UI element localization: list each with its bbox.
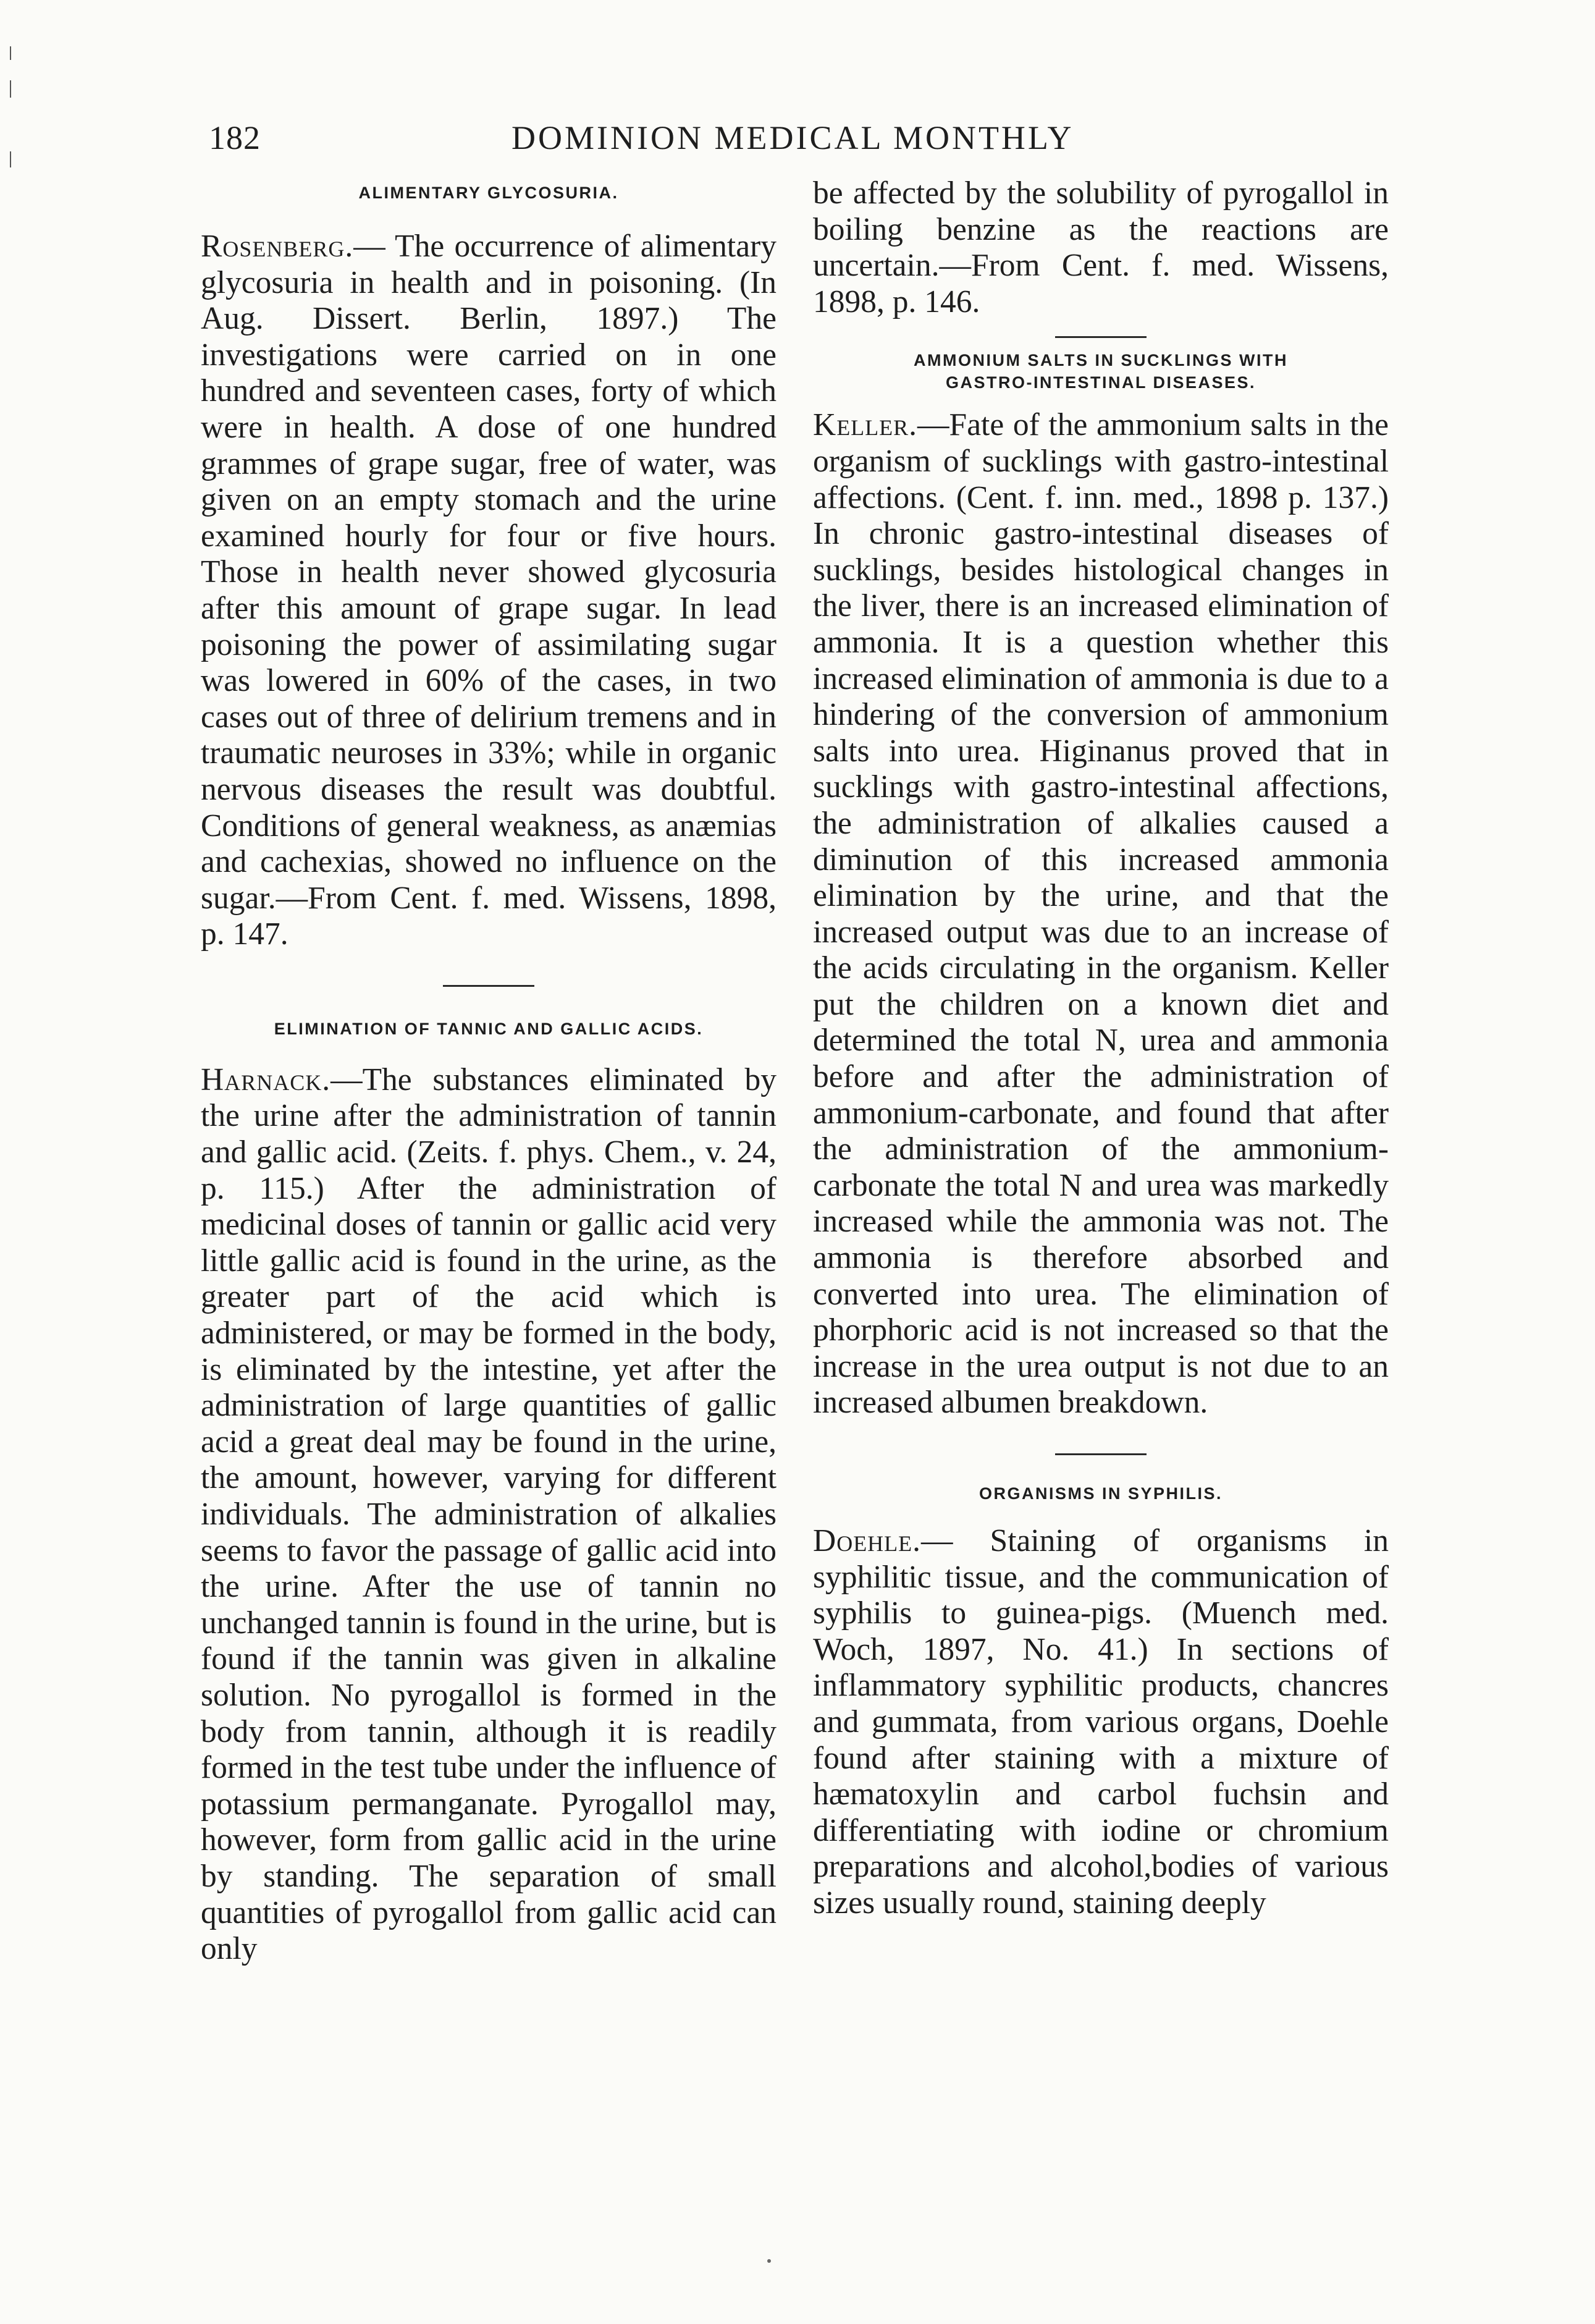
- article-author: Doehle.: [813, 1523, 922, 1558]
- article-paragraph: [201, 229, 776, 953]
- left-column: [201, 179, 776, 1967]
- section-heading-line: AMMONIUM SALTS IN SUCKLINGS WITH: [914, 351, 1288, 370]
- article-paragraph: [813, 1523, 1389, 1922]
- section-divider: [1055, 1453, 1147, 1455]
- scan-edge-mark: [10, 151, 11, 167]
- article-author: Rosenberg.: [201, 229, 354, 264]
- section-heading-line: GASTRO-INTESTINAL DISEASES.: [945, 373, 1256, 392]
- article-text: — The occurrence of alimentary glycosuria in health and in poisoning. (In Aug. Dissert. Berlin, 1897.) The investigations were carried on in one hundred and seventeen cases, forty of which were in health. A dose of one hundred grammes of grape sugar, free of water, was given on an empty stomach and the urine examined hourly for four or five hours. Those in health never showed glycosuria after this amount of grape sugar. In lead poisoning the power of assimilating sugar was lowered in 60% of the cases, in two cases out of three of delirium tremens and in traumatic neuroses in 33%; while in organic nervous diseases the result was doubtful. Conditions of general weakness, as anæmias and cachexias, showed no influence on the sugar.—From Cent. f. med. Wissens, 1898, p. 147.: [201, 229, 776, 952]
- section-heading: ELIMINATION OF TANNIC AND GALLIC ACIDS.: [274, 1019, 704, 1038]
- section-divider: [1055, 336, 1147, 338]
- section-heading: ORGANISMS IN SYPHILIS.: [978, 1484, 1223, 1503]
- article-paragraph: be affected by the solubility of pyrogallol in boiling benzine as the reactions are uncertain.—From Cent. f. med. Wissens, 1898, p. 146.: [813, 175, 1389, 319]
- article-author: Harnack.: [201, 1062, 331, 1097]
- article-text: — Staining of organisms in syphilitic tissue, and the communication of syphilis to guinea-pigs. (Muench med. Woch, 1897, No. 41.) In sections of inflammatory syphilitic products, chancres and gummata, from various organs, Doehle found after staining with a mixture of hæmatoxylin and carbol fuchsin and differentiating with iodine or chromium preparations and alcohol,bodies of various sizes usually round, staining deeply: [813, 1523, 1389, 1920]
- article-paragraph: [201, 1062, 776, 1967]
- article-text: —The substances eliminated by the urine after the administration of tannin and gallic acid. (Zeits. f. phys. Chem., v. 24, p. 115.) After the administration of medicinal doses of tannin or gallic acid very little gallic acid is found in the urine, as the greater part of the acid which is administered, or may be formed in the body, is eliminated by the intestine, yet after the administration of large quantities of gallic acid a great deal may be found in the urine, the amount, however, varying for different individuals. The administration of alkalies seems to favor the passage of gallic acid into the urine. After the use of tannin no unchanged tannin is found in the urine, but is found if the tannin was given in alkaline solution. No pyrogallol is formed in the body from tannin, although it is readily formed in the test tube under the influence of potassium permanganate. Pyrogallol may, however, form from gallic acid in the urine by standing. The separation of small quantities of pyrogallol from gallic acid can only: [201, 1062, 776, 1967]
- article-text: —Fate of the ammonium salts in the organism of sucklings with gastro-intestinal affections. (Cent. f. inn. med., 1898 p. 137.) In chronic gastro-intestinal diseases of sucklings, besides histological changes in the liver, there is an increased elimination of ammonia. It is a question whether this increased elimination of ammonia is due to a hindering of the conversion of ammonium salts into urea. Higinanus proved that in sucklings with gastro-intestinal affections, the administration of alkalies caused a diminution of this increased ammonia elimination by the urine, and that the increased output was due to an increase of the acids circulating in the organism. Keller put the children on a known diet and determined the total N, urea and ammonia before and after the administration of ammonium-carbonate, and found that after the administration of the ammonium-carbonate the total N and urea was markedly increased while the ammonia was not. The ammonia is therefore absorbed and converted into urea. The elimination of phorphoric acid is not increased so that the increase in the urea output is not due to an increased albumen breakdown.: [813, 407, 1389, 1421]
- section-heading: [813, 349, 1389, 394]
- article-author: Keller.: [813, 407, 918, 443]
- page-number: 182: [209, 119, 261, 156]
- scan-speck: [767, 2259, 771, 2263]
- section-divider: [443, 985, 534, 987]
- scan-edge-mark: [10, 46, 11, 60]
- section-heading: ALIMENTARY GLYCOSURIA.: [358, 184, 619, 202]
- right-column: [813, 175, 1389, 1922]
- article-paragraph: [813, 407, 1389, 1421]
- running-title: DOMINION MEDICAL MONTHLY: [511, 119, 1074, 156]
- scan-edge-mark: [10, 80, 11, 98]
